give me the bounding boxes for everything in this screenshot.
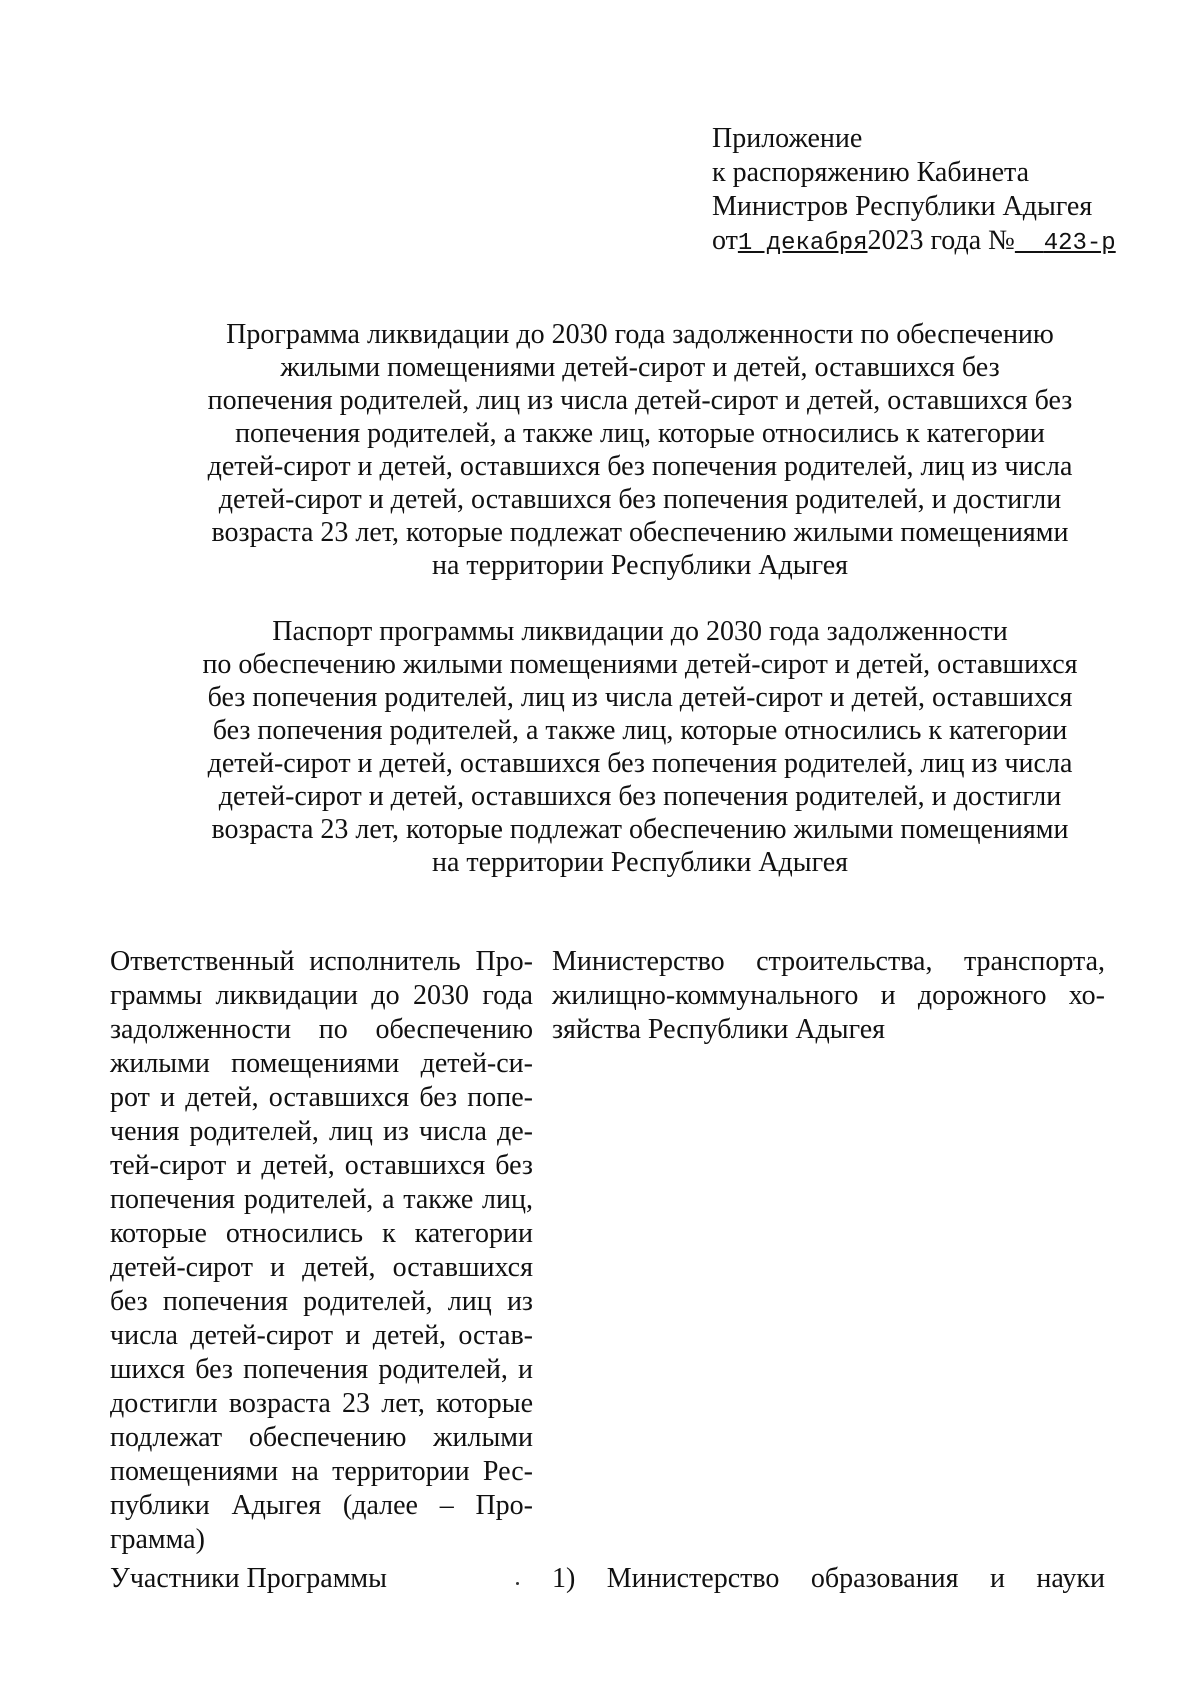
label-line: задолженности по обеспечению <box>110 1014 533 1045</box>
row-label <box>110 945 533 1557</box>
title-line: детей-сирот и детей, оставшихся без попечения родителей, и достигли <box>218 781 1062 812</box>
date-year: 2023 года № <box>867 225 1015 256</box>
passport-title <box>190 615 1090 879</box>
label-line: грамма) <box>110 1524 205 1555</box>
title-line: Паспорт программы ликвидации до 2030 года задолженности <box>272 616 1008 647</box>
row-label <box>110 1562 533 1596</box>
row-value <box>552 1562 1105 1596</box>
label-line: подлежат обеспечению жилыми <box>110 1422 533 1453</box>
title-line: на территории Республики Адыгея <box>431 550 849 581</box>
label-line: без попечения родителей, лиц из <box>110 1286 533 1317</box>
label-line: чения родителей, лиц из числа де- <box>110 1116 533 1147</box>
label-line: тей-сирот и детей, оставшихся без <box>110 1150 533 1181</box>
label-line: Участники Программы <box>110 1563 387 1594</box>
label-line: которые относились к категории <box>110 1218 533 1249</box>
title-line: по обеспечению жилыми помещениями детей-сирот и детей, оставшихся <box>202 649 1078 680</box>
label-line: числа детей-сирот и детей, остав- <box>110 1320 533 1351</box>
title-line: детей-сирот и детей, оставшихся без попечения родителей, лиц из числа <box>207 451 1073 482</box>
date-filled: 1 декабря <box>737 230 868 257</box>
appendix-line: Приложение <box>712 123 863 154</box>
title-line: детей-сирот и детей, оставшихся без попечения родителей, лиц из числа <box>207 748 1073 779</box>
title-line: без попечения родителей, лиц из числа детей-сирот и детей, оставшихся <box>207 682 1073 713</box>
title-line: Программа ликвидации до 2030 года задолженности по обеспечению <box>226 319 1054 350</box>
value-line: жилищно-коммунального и дорожного хо- <box>552 980 1105 1011</box>
order-number: 423-р <box>1043 230 1116 257</box>
value-line: зяйства Республики Адыгея <box>552 1014 886 1045</box>
label-line: достигли возраста 23 лет, которые <box>110 1388 533 1419</box>
title-line: детей-сирот и детей, оставшихся без попечения родителей, и достигли <box>218 484 1062 515</box>
title-line: жилыми помещениями детей-сирот и детей, оставшихся без <box>280 352 1000 383</box>
label-line: жилыми помещениями детей-си- <box>110 1048 533 1079</box>
date-prefix: от <box>712 225 738 256</box>
title-line: возраста 23 лет, которые подлежат обеспечению жилыми помещениями <box>211 517 1069 548</box>
row-value <box>552 945 1105 1047</box>
title-line: без попечения родителей, а также лиц, которые относились к категории <box>212 715 1068 746</box>
appendix-header <box>712 122 1132 261</box>
label-line: шихся без попечения родителей, и <box>110 1354 533 1385</box>
appendix-date-line <box>712 224 1132 261</box>
title-line: попечения родителей, а также лиц, которые относились к категории <box>235 418 1045 449</box>
appendix-line: к распоряжению Кабинета <box>712 157 1029 188</box>
title-line: попечения родителей, лиц из числа детей-сирот и детей, оставшихся без <box>207 385 1073 416</box>
label-line: детей-сирот и детей, оставшихся <box>110 1252 533 1283</box>
label-line: помещениями на территории Рес- <box>110 1456 533 1487</box>
label-line: граммы ликвидации до 2030 года <box>110 980 533 1011</box>
title-line: на территории Республики Адыгея <box>431 847 849 878</box>
label-line: Ответственный исполнитель Про- <box>110 946 533 977</box>
program-title <box>190 318 1090 582</box>
value-line: 1) Министерство образования и науки <box>552 1563 1105 1594</box>
appendix-line: Министров Республики Адыгея <box>712 191 1093 222</box>
label-line: публики Адыгея (далее – Про- <box>110 1490 533 1521</box>
title-line: возраста 23 лет, которые подлежат обеспечению жилыми помещениями <box>211 814 1069 845</box>
scan-speck <box>516 1582 519 1585</box>
label-line: рот и детей, оставшихся без попе- <box>110 1082 533 1113</box>
value-line: Министерство строительства, транспорта, <box>552 946 1105 977</box>
label-line: попечения родителей, а также лиц, <box>110 1184 533 1215</box>
